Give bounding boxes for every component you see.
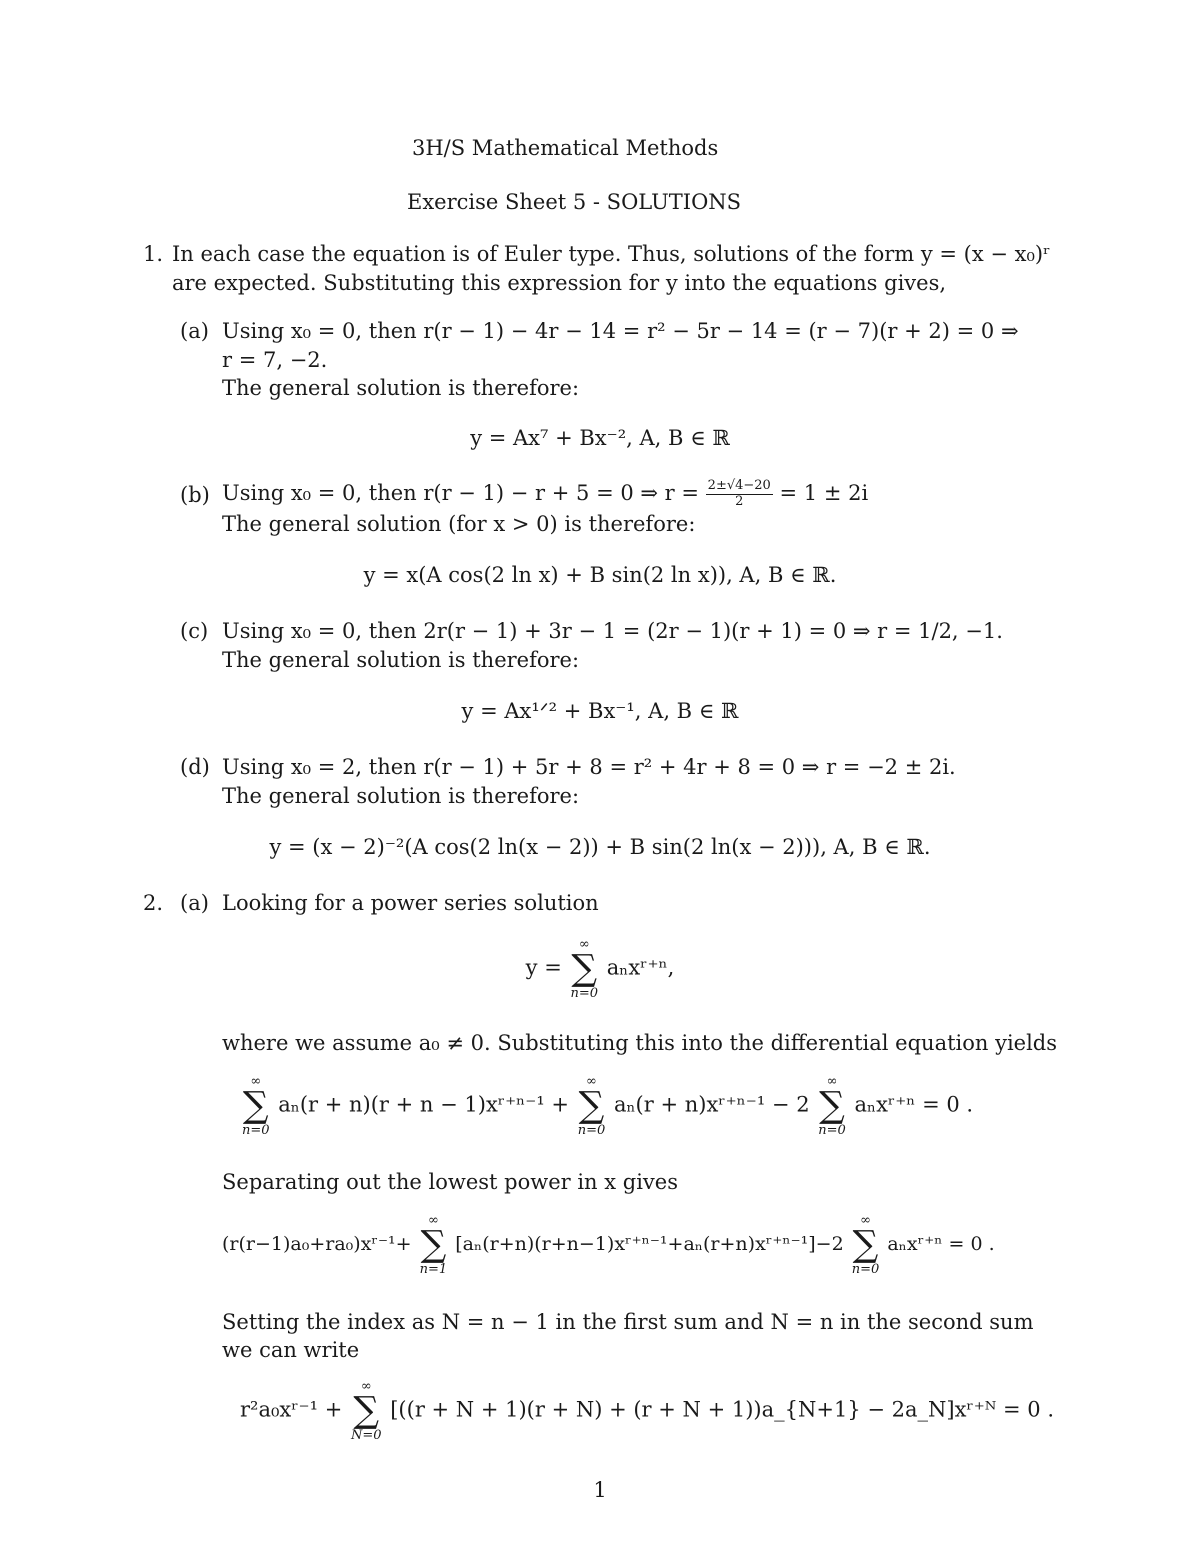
q2-eq3-lowest-term: (r(r−1)a₀+ra₀)xʳ⁻¹+ — [222, 1233, 412, 1255]
sum-sigma: ∑ — [852, 1224, 879, 1265]
sum-lower-limit: n=1 — [419, 1262, 448, 1277]
q1b-fraction-denominator: 2 — [735, 494, 744, 509]
q1b-solution-equation: y = x(A cos(2 ln x) + B sin(2 ln x)), A, B ∈ ℝ. — [363, 563, 837, 587]
q1a-line2: r = 7, −2. — [222, 348, 328, 372]
page-number: 1 — [593, 1478, 607, 1502]
q1c-label: (c) — [180, 619, 209, 643]
sum-upper-limit: ∞ — [578, 937, 590, 952]
q2-series-equation — [0, 938, 1200, 1000]
q1a-line1: Using x₀ = 0, then r(r − 1) − 4r − 14 = r² − 5r − 14 = (r − 7)(r + 2) = 0 ⇒ — [222, 319, 1019, 343]
q1d-solution-equation: y = (x − 2)⁻²(A cos(2 ln(x − 2)) + B sin(2 ln(x − 2))), A, B ∈ ℝ. — [269, 835, 931, 859]
q2-eq1-term: aₙxʳ⁺ⁿ, — [606, 955, 675, 980]
q2a-line3: Separating out the lowest power in x gives — [222, 1170, 679, 1194]
q2a-line5: we can write — [222, 1338, 360, 1362]
q1d-label: (d) — [180, 755, 210, 779]
sum-sigma: ∑ — [819, 1085, 845, 1126]
q2-separated-equation — [222, 1214, 995, 1276]
q2-eq2-term-2: aₙ(r + n)xʳ⁺ⁿ⁻¹ − 2 — [613, 1092, 810, 1117]
sum-upper-limit: ∞ — [860, 1213, 871, 1228]
sheet-title: Exercise Sheet 5 - SOLUTIONS — [407, 190, 742, 214]
sum-sigma: ∑ — [571, 948, 598, 989]
q2-eq2-summation-2 — [578, 1075, 606, 1137]
q1b-label: (b) — [180, 483, 210, 507]
q2-reindexed-equation — [240, 1380, 1054, 1442]
sum-upper-limit: ∞ — [826, 1074, 838, 1089]
q2-eq4-lowest-term: r²a₀xʳ⁻¹ + — [240, 1397, 343, 1422]
sum-sigma: ∑ — [353, 1390, 380, 1431]
q2-eq2-summation-3 — [818, 1075, 846, 1137]
q1-intro-line1: In each case the equation is of Euler type. Thus, solutions of the form y = (x − x₀)ʳ — [172, 242, 1051, 266]
q1b-line1 — [222, 477, 868, 510]
sum-upper-limit: ∞ — [250, 1074, 262, 1089]
q1b-line2: The general solution (for x > 0) is therefore: — [222, 512, 696, 536]
sum-lower-limit: n=0 — [577, 1123, 606, 1138]
sum-sigma: ∑ — [420, 1224, 447, 1265]
sum-lower-limit: n=0 — [818, 1123, 846, 1138]
sum-upper-limit: ∞ — [427, 1213, 439, 1228]
sum-sigma: ∑ — [242, 1085, 269, 1126]
q2-eq1-summation — [571, 938, 599, 1000]
q2a-line4: Setting the index as N = n − 1 in the first sum and N = n in the second sum — [222, 1310, 1034, 1334]
q1b-line1-post: = 1 ± 2i — [779, 481, 869, 505]
q2-substituted-equation — [240, 1075, 973, 1137]
q2-eq3-tail: aₙxʳ⁺ⁿ = 0 . — [887, 1233, 995, 1255]
q2-eq3-summation-1 — [420, 1214, 448, 1276]
sum-lower-limit: N=0 — [351, 1428, 382, 1443]
q2-eq4-summation — [351, 1380, 382, 1442]
q1a-solution-equation: y = Ax⁷ + Bx⁻², A, B ∈ ℝ — [470, 426, 730, 450]
q2-number: 2. — [143, 891, 164, 915]
q1a-label: (a) — [180, 319, 209, 343]
q1b-line1-pre: Using x₀ = 0, then r(r − 1) − r + 5 = 0 ⇒ r = — [222, 481, 699, 505]
q2-eq4-term: [((r + N + 1)(r + N) + (r + N + 1))a_{N+1} − 2a_N]xʳ⁺ᴺ = 0 . — [390, 1397, 1055, 1422]
q2-eq2-term-3: aₙxʳ⁺ⁿ = 0 . — [854, 1092, 974, 1117]
q2a-label: (a) — [180, 891, 209, 915]
q1-intro-line2: are expected. Substituting this expression for y into the equations gives, — [172, 271, 947, 295]
sum-lower-limit: n=0 — [242, 1123, 270, 1138]
q1b-root-fraction — [706, 479, 773, 510]
q1c-line2: The general solution is therefore: — [222, 648, 580, 672]
q2-eq3-summation-2 — [852, 1214, 880, 1276]
q2-eq1-lhs: y = — [525, 955, 562, 980]
q1d-line2: The general solution is therefore: — [222, 784, 580, 808]
q1-number: 1. — [143, 242, 164, 266]
sum-lower-limit: n=0 — [851, 1262, 880, 1277]
sum-sigma: ∑ — [578, 1085, 605, 1126]
sum-upper-limit: ∞ — [586, 1074, 597, 1089]
q1c-solution-equation: y = Ax¹ᐟ² + Bx⁻¹, A, B ∈ ℝ — [461, 699, 739, 723]
q2-eq2-term-1: aₙ(r + n)(r + n − 1)xʳ⁺ⁿ⁻¹ + — [278, 1092, 570, 1117]
q2a-line2: where we assume a₀ ≠ 0. Substituting this into the differential equation yields — [222, 1031, 1058, 1055]
sum-upper-limit: ∞ — [360, 1379, 372, 1394]
course-title: 3H/S Mathematical Methods — [412, 136, 719, 160]
q1d-line1: Using x₀ = 2, then r(r − 1) + 5r + 8 = r² + 4r + 8 = 0 ⇒ r = −2 ± 2i. — [222, 755, 956, 779]
q1b-fraction-numerator: 2±√4−20 — [707, 478, 771, 494]
q2-eq2-summation-1 — [242, 1075, 270, 1137]
q2a-line1: Looking for a power series solution — [222, 891, 599, 915]
q2-eq3-bracket-term: [aₙ(r+n)(r+n−1)xʳ⁺ⁿ⁻¹+aₙ(r+n)xʳ⁺ⁿ⁻¹]−2 — [455, 1233, 844, 1255]
q1a-line3: The general solution is therefore: — [222, 376, 580, 400]
q1c-line1: Using x₀ = 0, then 2r(r − 1) + 3r − 1 = (2r − 1)(r + 1) = 0 ⇒ r = 1/2, −1. — [222, 619, 1003, 643]
sum-lower-limit: n=0 — [570, 986, 599, 1001]
